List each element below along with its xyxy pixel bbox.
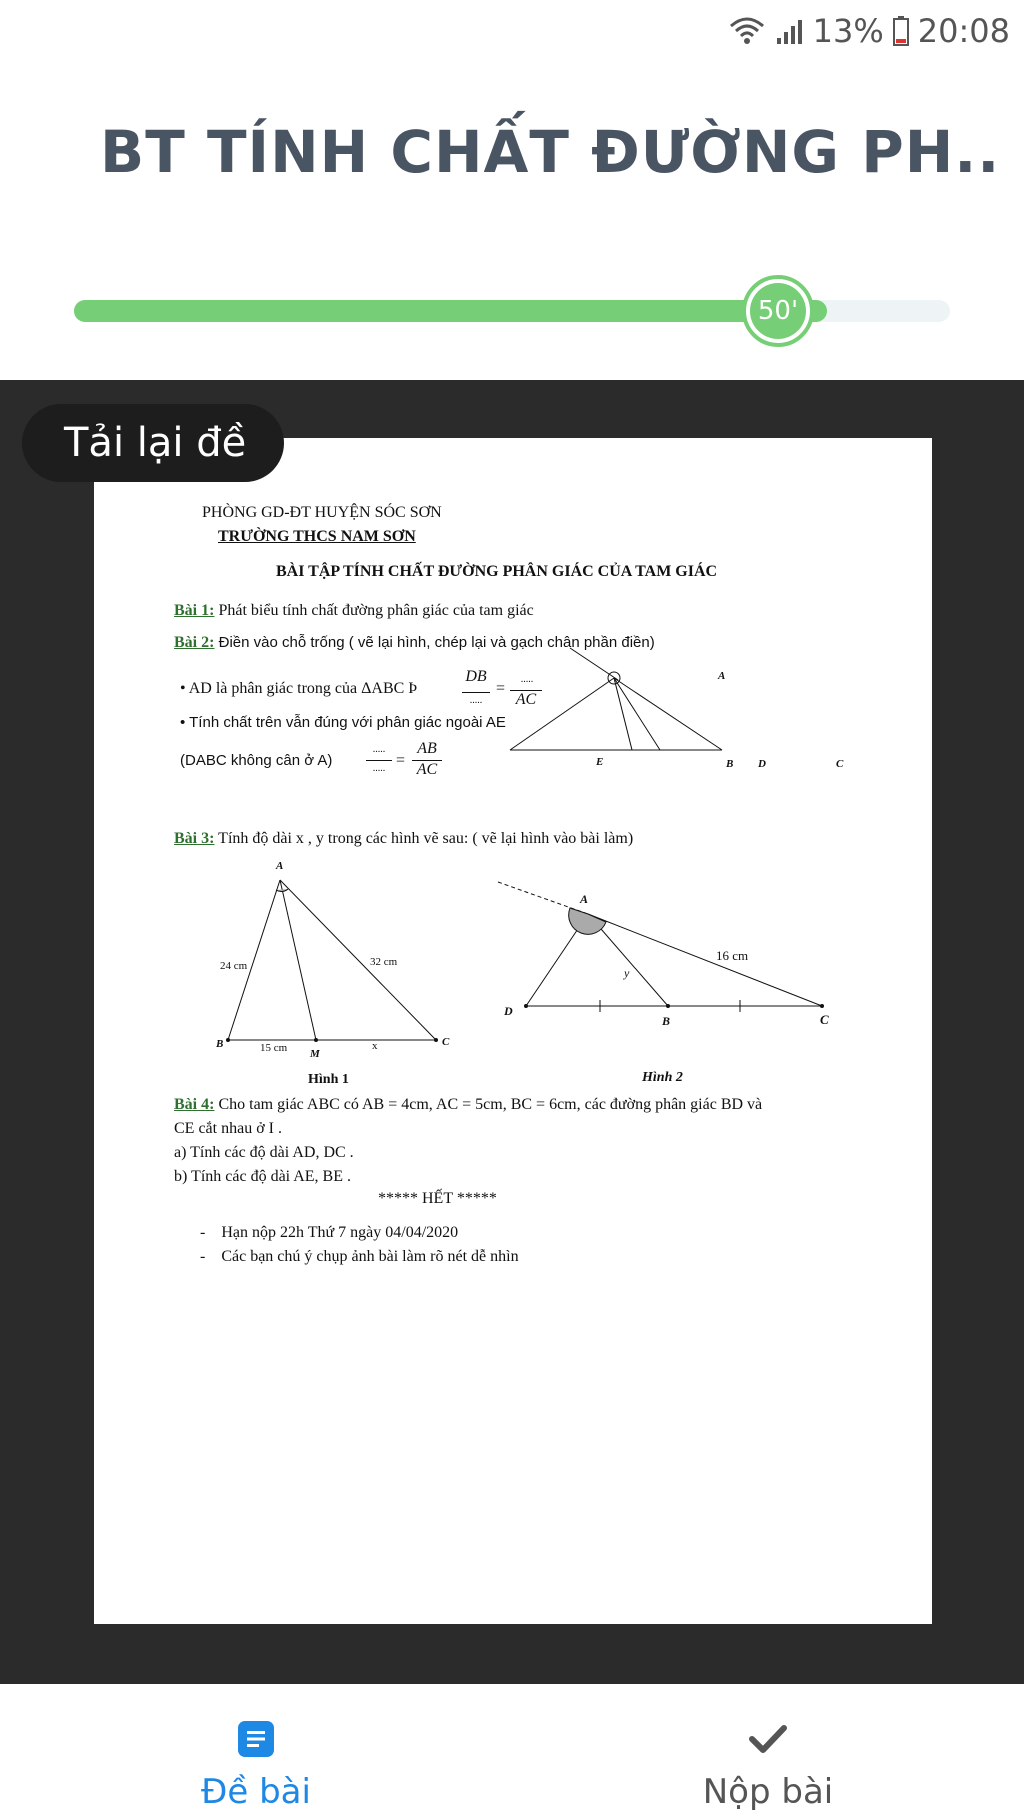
timer-badge — [742, 275, 814, 347]
tab-de-bai[interactable] — [0, 1684, 512, 1820]
fig2-C: C — [820, 1012, 829, 1027]
bai1: Bài 1: Phát biểu tính chất đường phân giác của tam giác — [174, 602, 534, 619]
check-icon — [748, 1718, 788, 1760]
b2-line3: (DABC không cân ở A) — [180, 752, 333, 769]
wifi-icon — [727, 16, 767, 46]
frac2-num: ..... — [520, 674, 534, 685]
fig1-bm: 15 cm — [260, 1042, 288, 1054]
doc-school: TRƯỜNG THCS NAM SƠN — [218, 528, 416, 545]
bai4-line2: CE cắt nhau ở I . — [174, 1120, 282, 1137]
fig0-C: C — [836, 758, 844, 770]
fig1-A: A — [276, 860, 284, 872]
frac-eq2: = — [396, 752, 406, 769]
bai3: Bài 3: Tính độ dài x , y trong các hình vẽ sau: ( vẽ lại hình vào bài làm) — [174, 830, 634, 847]
fig2-B: B — [662, 1014, 671, 1028]
fig2-ac: 16 cm — [716, 948, 749, 963]
frac4-den: AC — [412, 760, 442, 779]
frac1-den: ..... — [462, 692, 490, 706]
tab-nop-bai-label: Nộp bài — [702, 1772, 834, 1812]
frac3-num: ..... — [372, 744, 386, 755]
fig1-caption: Hình 1 — [308, 1072, 349, 1087]
figure-2 — [94, 438, 932, 1138]
document-page — [94, 438, 932, 1624]
doc-dept: PHÒNG GD-ĐT HUYỆN SÓC SƠN — [202, 504, 442, 521]
doc-end: ***** HẾT ***** — [378, 1190, 497, 1207]
fig1-M: M — [310, 1048, 320, 1060]
tab-nop-bai[interactable] — [512, 1684, 1024, 1820]
bai4-b: b) Tính các độ dài AE, BE . — [174, 1168, 351, 1185]
fig2-A: A — [580, 892, 589, 906]
fig2-ab: y — [624, 966, 630, 980]
frac2-den: AC — [510, 690, 542, 709]
b2-bullet2: • Tính chất trên vẫn đúng với phân giác ngoài AE — [180, 714, 506, 731]
tab-de-bai-label: Đề bài — [201, 1772, 311, 1812]
bottom-nav — [0, 1684, 1024, 1820]
note2: - Các bạn chú ý chụp ảnh bài làm rõ nét dễ nhìn — [200, 1248, 519, 1265]
battery-percent: 13% — [812, 12, 884, 50]
fig0-D: D — [758, 758, 766, 770]
signal-icon — [775, 16, 805, 46]
fig2-caption: Hình 2 — [642, 1070, 683, 1085]
timer-label: 50' — [750, 283, 806, 339]
frac1-num: DB — [465, 668, 487, 685]
page-title: BT TÍNH CHẤT ĐƯỜNG PH.. — [100, 118, 1001, 186]
fig1-mc: x — [372, 1040, 378, 1052]
bai4-a: a) Tính các độ dài AD, DC . — [174, 1144, 354, 1161]
battery-icon — [892, 15, 910, 47]
frac-eq: = — [496, 680, 506, 697]
fig2-D: D — [504, 1004, 513, 1018]
fig1-ab: 24 cm — [220, 960, 248, 972]
fig1-ac: 32 cm — [370, 956, 398, 968]
frac4-num: AB — [417, 740, 437, 757]
fig0-E: E — [596, 756, 604, 768]
fig0-B: B — [726, 758, 734, 770]
fig1-C: C — [442, 1036, 450, 1048]
frac3-den: ..... — [366, 760, 392, 774]
status-bar — [0, 0, 1024, 64]
clock: 20:08 — [917, 12, 1010, 50]
progress-fill — [74, 300, 827, 322]
document-icon — [236, 1718, 276, 1760]
doc-title: BÀI TẬP TÍNH CHẤT ĐƯỜNG PHÂN GIÁC CỦA TAM GIÁC — [276, 563, 718, 580]
b2-bullet1: • AD là phân giác trong của ΔABC Þ — [180, 680, 418, 697]
bai2: Bài 2: Điền vào chỗ trống ( vẽ lại hình, chép lại và gạch chân phần điền) — [174, 634, 655, 651]
fig1-B: B — [216, 1038, 224, 1050]
fig0-A: A — [718, 670, 726, 682]
note1: - Hạn nộp 22h Thứ 7 ngày 04/04/2020 — [200, 1224, 459, 1241]
bai4: Bài 4: Cho tam giác ABC có AB = 4cm, AC = 5cm, BC = 6cm, các đường phân giác BD và — [174, 1096, 763, 1113]
reload-button[interactable]: Tải lại đề — [22, 404, 284, 482]
progress-bar — [74, 300, 950, 322]
